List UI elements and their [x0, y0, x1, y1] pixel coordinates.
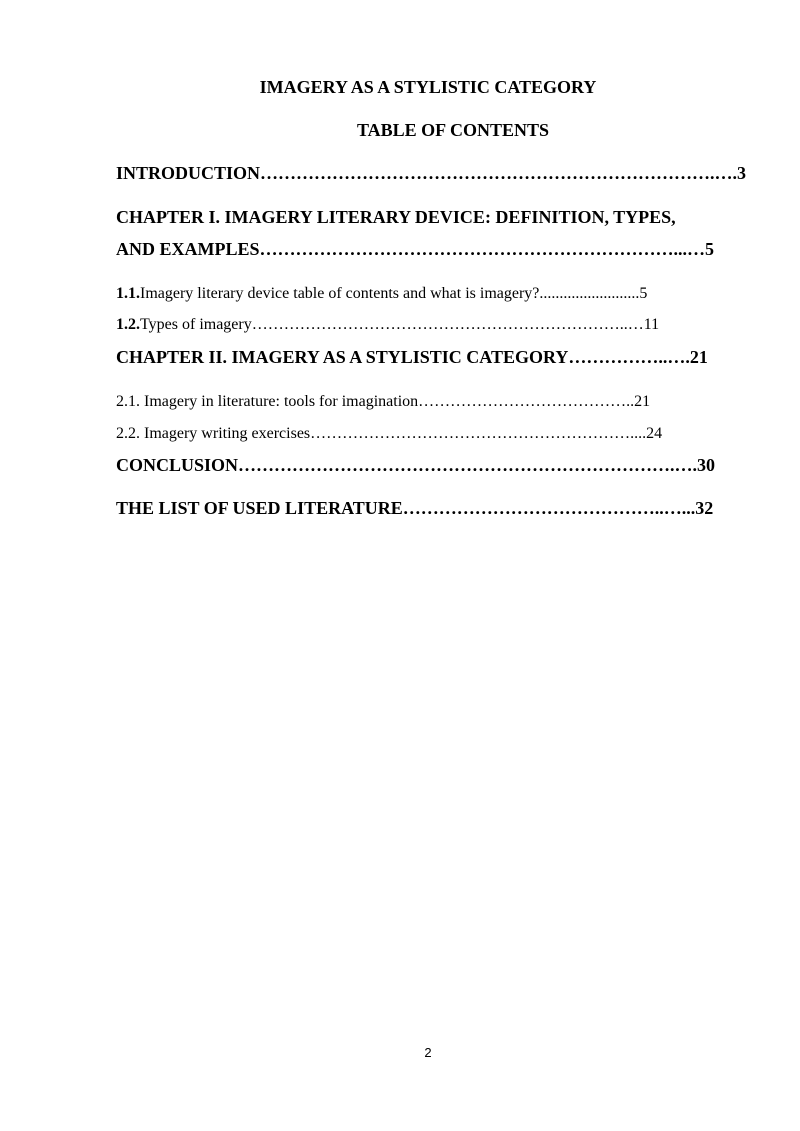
section-title: Imagery literary device table of contents and what is imagery?.........................5	[140, 285, 648, 302]
toc-entry-chapter-1-line-1: CHAPTER I. IMAGERY LITERARY DEVICE: DEFINITION, TYPES,	[116, 207, 676, 227]
toc-entry-section-1-1	[116, 284, 647, 304]
page-number: 2	[424, 1045, 432, 1060]
toc-entry-chapter-1-line-2: AND EXAMPLES……………………………………………………………...…5	[116, 239, 715, 259]
section-number: 1.1.	[116, 285, 140, 302]
section-title: Types of imagery……………………………………………………………..…11	[140, 316, 660, 333]
document-title: IMAGERY AS A STYLISTIC CATEGORY	[259, 77, 597, 97]
toc-entry-section-2-1: 2.1. Imagery in literature: tools for imagination…………………………………..21	[116, 393, 651, 410]
toc-entry-section-2-2: 2.2. Imagery writing exercises……………………………………………………....24	[116, 425, 663, 442]
toc-entry-literature: THE LIST OF USED LITERATURE……………………………………..…...32	[116, 498, 714, 518]
toc-heading: TABLE OF CONTENTS	[356, 120, 550, 140]
toc-entry-conclusion: CONCLUSION……………………………………………………………….….30	[116, 455, 716, 475]
toc-entry-chapter-2: CHAPTER II. IMAGERY AS A STYLISTIC CATEGORY……………..….21	[116, 347, 708, 367]
toc-entry-section-1-2	[116, 315, 659, 335]
section-number: 1.2.	[116, 316, 140, 333]
toc-entry-introduction: INTRODUCTION………………………………………………………………….….3	[116, 163, 747, 183]
